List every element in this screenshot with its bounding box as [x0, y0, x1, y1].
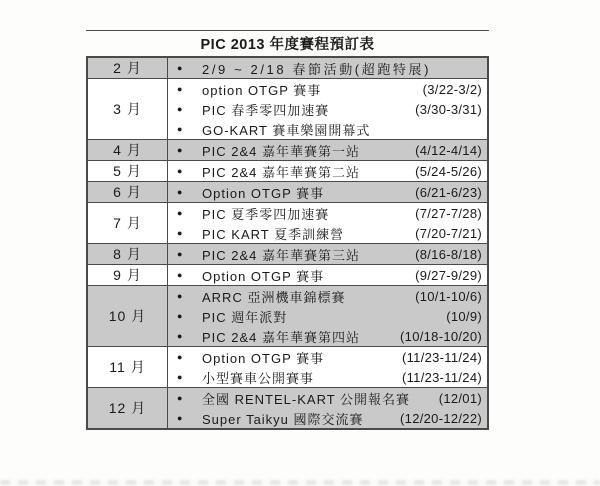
event-text: PIC 夏季零四加速賽 [202, 206, 330, 222]
bullet-icon: ● [177, 392, 183, 403]
month-cell: 8 月 [88, 244, 168, 264]
event-date: (10/18-10/20) [400, 328, 482, 344]
table-row-m8 [88, 244, 487, 265]
event-date: (4/12-4/14) [415, 142, 482, 158]
bullet-icon: ● [177, 310, 183, 321]
bullet-icon: ● [177, 227, 183, 238]
event-text: option OTGP 賽事 [202, 82, 322, 98]
event-date: (7/20-7/21) [415, 225, 482, 241]
event-date: (3/30-3/31) [415, 101, 482, 117]
event-date: (12/01) [438, 390, 482, 406]
event-date: (10/9) [446, 308, 482, 324]
month-cell: 7 月 [88, 203, 168, 243]
event-line [168, 265, 487, 285]
month-cell: 5 月 [88, 161, 168, 181]
bullet-icon: ● [177, 290, 183, 301]
page-title: PIC 2013 年度賽程預訂表 [200, 37, 375, 53]
table-row-m3 [88, 79, 487, 140]
event-text: PIC 2&4 嘉年華賽第一站 [202, 143, 361, 159]
events-cell [168, 79, 487, 139]
event-line [168, 203, 487, 223]
event-line [168, 140, 487, 160]
event-text: GO-KART 賽車樂園開幕式 [202, 122, 371, 138]
month-cell: 2 月 [88, 58, 168, 78]
event-line [168, 79, 487, 99]
events-cell [168, 140, 487, 160]
event-line [168, 182, 487, 202]
month-cell: 9 月 [88, 265, 168, 285]
month-cell: 12 月 [88, 388, 168, 428]
bullet-icon: ● [177, 330, 183, 341]
bullet-icon: ● [177, 83, 183, 94]
event-date: (7/27-7/28) [415, 205, 482, 221]
table-row-m2 [88, 58, 487, 79]
event-date: (8/16-8/18) [415, 246, 482, 262]
event-line [168, 286, 487, 306]
title-top-rule [86, 30, 489, 31]
bullet-icon: ● [177, 144, 183, 155]
event-text: ARRC 亞洲機車錦標賽 [202, 289, 346, 305]
event-text: PIC 春季零四加速賽 [202, 102, 330, 118]
table-row-m9 [88, 265, 487, 286]
bullet-icon: ● [177, 103, 183, 114]
events-cell [168, 58, 487, 78]
event-text: 全國 RENTEL-KART 公開報名賽 [202, 391, 411, 407]
bullet-icon: ● [177, 62, 183, 73]
events-cell [168, 161, 487, 181]
month-cell: 11 月 [88, 347, 168, 387]
event-date: (12/20-12/22) [400, 410, 482, 426]
month-cell: 10 月 [88, 286, 168, 346]
event-date: (10/1-10/6) [415, 288, 482, 304]
events-cell [168, 203, 487, 243]
schedule-table [86, 56, 489, 430]
event-text: Option OTGP 賽事 [202, 350, 325, 366]
event-line [168, 306, 487, 326]
table-row-m5 [88, 161, 487, 182]
table-row-m4 [88, 140, 487, 161]
event-line [168, 58, 487, 78]
table-row-m10 [88, 286, 487, 347]
bullet-icon: ● [177, 165, 183, 176]
events-cell [168, 388, 487, 428]
month-cell: 3 月 [88, 79, 168, 139]
bullet-icon: ● [177, 207, 183, 218]
table-row-m12 [88, 388, 487, 428]
event-line [168, 367, 487, 387]
event-date: (9/27-9/29) [415, 267, 482, 283]
event-text: Option OTGP 賽事 [202, 185, 325, 201]
table-row-m7 [88, 203, 487, 244]
event-line [168, 119, 487, 139]
table-row-m6 [88, 182, 487, 203]
event-text: Super Taikyu 國際交流賽 [202, 411, 364, 427]
month-cell: 6 月 [88, 182, 168, 202]
events-cell [168, 286, 487, 346]
event-text: PIC 週年派對 [202, 309, 288, 325]
bullet-icon: ● [177, 248, 183, 259]
event-text: PIC 2&4 嘉年華賽第四站 [202, 329, 361, 345]
event-date: (11/23-11/24) [401, 369, 482, 385]
event-line [168, 326, 487, 346]
event-line [168, 408, 487, 428]
event-date: (11/23-11/24) [401, 349, 482, 365]
event-text: 2/9 ~ 2/18 春節活動(超跑特展) [202, 61, 432, 77]
events-cell [168, 347, 487, 387]
bullet-icon: ● [177, 351, 183, 362]
event-date: (5/24-5/26) [415, 163, 482, 179]
bullet-icon: ● [177, 269, 183, 280]
events-cell [168, 244, 487, 264]
bullet-icon: ● [177, 123, 183, 134]
event-text: PIC 2&4 嘉年華賽第三站 [202, 247, 361, 263]
event-text: PIC KART 夏季訓練營 [202, 226, 345, 242]
event-line [168, 161, 487, 181]
table-row-m11 [88, 347, 487, 388]
events-cell [168, 265, 487, 285]
month-cell: 4 月 [88, 140, 168, 160]
bullet-icon: ● [177, 371, 183, 382]
event-text: Option OTGP 賽事 [202, 268, 325, 284]
event-text: 小型賽車公開賽事 [202, 370, 315, 386]
event-line [168, 223, 487, 243]
event-line [168, 99, 487, 119]
bullet-icon: ● [177, 412, 183, 423]
event-date: (3/22-3/2) [422, 81, 482, 97]
event-line [168, 388, 487, 408]
bullet-icon: ● [177, 186, 183, 197]
event-line [168, 347, 487, 367]
bottom-edge-artifact [0, 480, 600, 485]
event-date: (6/21-6/23) [415, 184, 482, 200]
events-cell [168, 182, 487, 202]
event-text: PIC 2&4 嘉年華賽第二站 [202, 164, 361, 180]
event-line [168, 244, 487, 264]
